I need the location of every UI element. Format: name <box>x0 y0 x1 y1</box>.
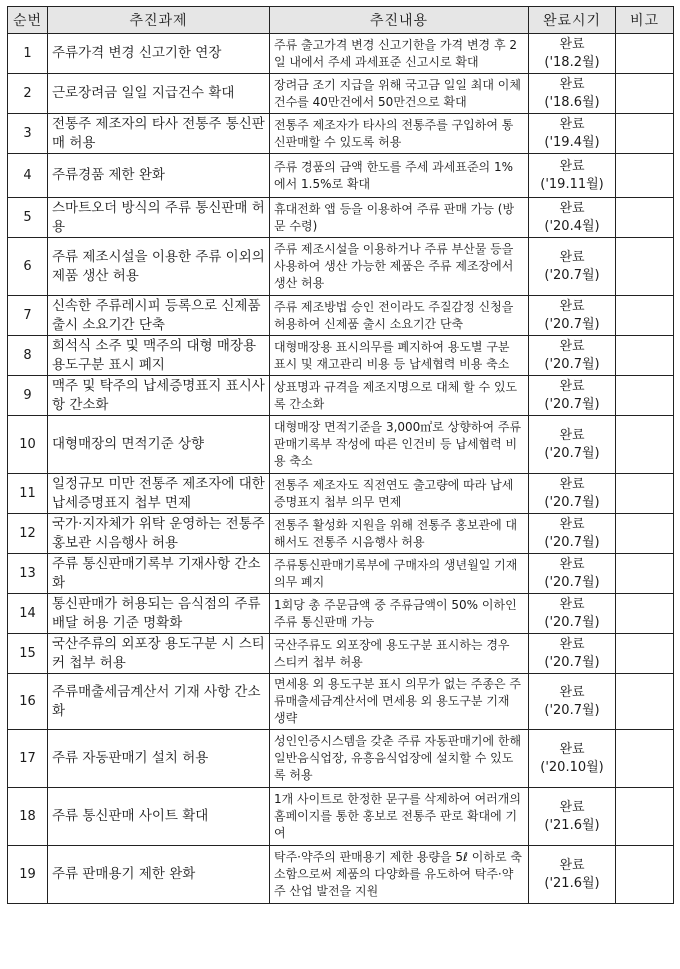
content-cell: 주류 제조방법 승인 전이라도 주질감정 신청을 허용하여 신제품 출시 소요기간 단축 <box>270 296 529 336</box>
content-cell: 주류 출고가격 변경 신고기한을 가격 변경 후 2일 내에서 주세 과세표준 신고시로 확대 <box>270 34 529 74</box>
row-number: 9 <box>8 376 48 416</box>
content-cell: 전통주 제조자도 직전연도 출고량에 따라 납세증명표지 첩부 의무 면제 <box>270 474 529 514</box>
header-note: 비고 <box>616 7 674 34</box>
content-cell: 탁주·약주의 판매용기 제한 용량을 5ℓ 이하로 축소함으로써 제품의 다양화를 유도하여 탁주·약주 산업 발전을 지원 <box>270 846 529 904</box>
table-row <box>8 154 674 198</box>
date-text: ('20.7월) <box>544 267 600 283</box>
note-cell <box>616 514 674 554</box>
row-number: 4 <box>8 154 48 198</box>
task-cell: 신속한 주류레시피 등록으로 신제품 출시 소요기간 단축 <box>48 296 270 336</box>
note-cell <box>616 674 674 730</box>
table-row <box>8 296 674 336</box>
task-cell: 대형매장의 면적기준 상향 <box>48 416 270 474</box>
note-cell <box>616 594 674 634</box>
content-cell: 1회당 총 주문금액 중 주류금액이 50% 이하인 주류 통신판매 가능 <box>270 594 529 634</box>
content-cell: 장려금 조기 지급을 위해 국고금 일일 최대 이체건수를 40만건에서 50만건으로 확대 <box>270 74 529 114</box>
date-text: ('20.7월) <box>544 534 600 550</box>
table-row <box>8 514 674 554</box>
note-cell <box>616 114 674 154</box>
done-cell <box>529 554 616 594</box>
done-cell <box>529 846 616 904</box>
row-number: 2 <box>8 74 48 114</box>
status-text: 완료 <box>559 158 585 174</box>
done-cell <box>529 474 616 514</box>
date-text: ('20.7월) <box>544 396 600 412</box>
status-text: 완료 <box>559 76 585 92</box>
note-cell <box>616 730 674 788</box>
done-cell <box>529 514 616 554</box>
content-cell: 국산주류도 외포장에 용도구분 표시하는 경우 스티커 첩부 허용 <box>270 634 529 674</box>
table-row <box>8 114 674 154</box>
row-number: 10 <box>8 416 48 474</box>
done-cell <box>529 34 616 74</box>
note-cell <box>616 238 674 296</box>
note-cell <box>616 474 674 514</box>
done-cell <box>529 74 616 114</box>
content-cell: 상표명과 규격을 제조지명으로 대체 할 수 있도록 간소화 <box>270 376 529 416</box>
row-number: 19 <box>8 846 48 904</box>
task-cell: 근로장려금 일일 지급건수 확대 <box>48 74 270 114</box>
date-text: ('21.6월) <box>544 817 600 833</box>
status-text: 완료 <box>559 857 585 873</box>
content-cell: 대형매장용 표시의무를 폐지하여 용도별 구분 표시 및 재고관리 비용 등 납세협력 비용 축소 <box>270 336 529 376</box>
status-text: 완료 <box>559 684 585 700</box>
task-cell: 스마트오더 방식의 주류 통신판매 허용 <box>48 198 270 238</box>
done-cell <box>529 198 616 238</box>
task-cell: 주류 판매용기 제한 완화 <box>48 846 270 904</box>
content-cell: 휴대전화 앱 등을 이용하여 주류 판매 가능 (방문 수령) <box>270 198 529 238</box>
note-cell <box>616 74 674 114</box>
task-cell: 전통주 제조자의 타사 전통주 통신판매 허용 <box>48 114 270 154</box>
table-row <box>8 674 674 730</box>
row-number: 3 <box>8 114 48 154</box>
task-cell: 주류 통신판매기록부 기재사항 간소화 <box>48 554 270 594</box>
status-text: 완료 <box>559 378 585 394</box>
table-row <box>8 846 674 904</box>
table-row <box>8 474 674 514</box>
task-cell: 국가·지자체가 위탁 운영하는 전통주 홍보관 시음행사 허용 <box>48 514 270 554</box>
table-row <box>8 74 674 114</box>
note-cell <box>616 634 674 674</box>
table-row <box>8 554 674 594</box>
row-number: 11 <box>8 474 48 514</box>
table-row <box>8 238 674 296</box>
header-content: 추진내용 <box>270 7 529 34</box>
note-cell <box>616 788 674 846</box>
task-cell: 희석식 소주 및 맥주의 대형 매장용 용도구분 표시 폐지 <box>48 336 270 376</box>
task-cell: 주류 통신판매 사이트 확대 <box>48 788 270 846</box>
date-text: ('20.7월) <box>544 316 600 332</box>
done-cell <box>529 114 616 154</box>
table-row <box>8 730 674 788</box>
note-cell <box>616 336 674 376</box>
task-cell: 주류 제조시설을 이용한 주류 이외의 제품 생산 허용 <box>48 238 270 296</box>
row-number: 8 <box>8 336 48 376</box>
date-text: ('20.4월) <box>544 218 600 234</box>
row-number: 5 <box>8 198 48 238</box>
date-text: ('20.10월) <box>540 759 604 775</box>
date-text: ('20.7월) <box>544 356 600 372</box>
date-text: ('18.2월) <box>544 54 600 70</box>
date-text: ('21.6월) <box>544 875 600 891</box>
task-cell: 주류가격 변경 신고기한 연장 <box>48 34 270 74</box>
row-number: 12 <box>8 514 48 554</box>
done-cell <box>529 416 616 474</box>
content-cell: 면세용 외 용도구분 표시 의무가 없는 주종은 주류매출세금계산서에 면세용 외 용도구분 기재 생략 <box>270 674 529 730</box>
header-no: 순번 <box>8 7 48 34</box>
date-text: ('20.7월) <box>544 654 600 670</box>
note-cell <box>616 846 674 904</box>
content-cell: 주류 경품의 금액 한도를 주세 과세표준의 1%에서 1.5%로 확대 <box>270 154 529 198</box>
date-text: ('20.7월) <box>544 702 600 718</box>
date-text: ('20.7월) <box>544 614 600 630</box>
done-cell <box>529 788 616 846</box>
content-cell: 전통주 제조자가 타사의 전통주를 구입하여 통신판매할 수 있도록 허용 <box>270 114 529 154</box>
task-cell: 국산주류의 외포장 용도구분 시 스티커 첩부 허용 <box>48 634 270 674</box>
task-cell: 통신판매가 허용되는 음식점의 주류배달 허용 기준 명확화 <box>48 594 270 634</box>
done-cell <box>529 336 616 376</box>
row-number: 18 <box>8 788 48 846</box>
status-text: 완료 <box>559 298 585 314</box>
status-text: 완료 <box>559 338 585 354</box>
row-number: 14 <box>8 594 48 634</box>
header-task: 추진과제 <box>48 7 270 34</box>
task-cell: 주류 자동판매기 설치 허용 <box>48 730 270 788</box>
status-text: 완료 <box>559 36 585 52</box>
date-text: ('19.4월) <box>544 134 600 150</box>
done-cell <box>529 376 616 416</box>
note-cell <box>616 34 674 74</box>
date-text: ('19.11월) <box>540 176 604 192</box>
done-cell <box>529 674 616 730</box>
table-row <box>8 198 674 238</box>
task-cell: 일정규모 미만 전통주 제조자에 대한 납세증명표지 첩부 면제 <box>48 474 270 514</box>
reform-table <box>7 6 674 904</box>
row-number: 13 <box>8 554 48 594</box>
date-text: ('20.7월) <box>544 494 600 510</box>
done-cell <box>529 296 616 336</box>
row-number: 15 <box>8 634 48 674</box>
status-text: 완료 <box>559 741 585 757</box>
done-cell <box>529 634 616 674</box>
status-text: 완료 <box>559 427 585 443</box>
status-text: 완료 <box>559 200 585 216</box>
content-cell: 1개 사이트로 한정한 문구를 삭제하여 여러개의 홈페이지를 통한 홍보로 전통주 판로 확대에 기여 <box>270 788 529 846</box>
status-text: 완료 <box>559 116 585 132</box>
note-cell <box>616 554 674 594</box>
note-cell <box>616 198 674 238</box>
date-text: ('20.7월) <box>544 574 600 590</box>
note-cell <box>616 154 674 198</box>
done-cell <box>529 238 616 296</box>
date-text: ('20.7월) <box>544 445 600 461</box>
task-cell: 주류매출세금계산서 기재 사항 간소화 <box>48 674 270 730</box>
done-cell <box>529 594 616 634</box>
content-cell: 성인인증시스템을 갖춘 주류 자동판매기에 한해 일반음식업장, 유흥음식업장에 설치할 수 있도록 허용 <box>270 730 529 788</box>
content-cell: 전통주 활성화 지원을 위해 전통주 홍보관에 대해서도 전통주 시음행사 허용 <box>270 514 529 554</box>
table-row <box>8 788 674 846</box>
content-cell: 주류 제조시설을 이용하거나 주류 부산물 등을 사용하여 생산 가능한 제품은 주류 제조장에서 생산 허용 <box>270 238 529 296</box>
table-row <box>8 634 674 674</box>
header-row <box>8 7 674 34</box>
done-cell <box>529 730 616 788</box>
status-text: 완료 <box>559 556 585 572</box>
status-text: 완료 <box>559 476 585 492</box>
status-text: 완료 <box>559 516 585 532</box>
row-number: 6 <box>8 238 48 296</box>
content-cell: 주류통신판매기록부에 구매자의 생년월일 기재의무 폐지 <box>270 554 529 594</box>
task-cell: 맥주 및 탁주의 납세증명표지 표시사항 간소화 <box>48 376 270 416</box>
table-row <box>8 416 674 474</box>
row-number: 17 <box>8 730 48 788</box>
content-cell: 대형매장 면적기준을 3,000㎡로 상향하여 주류판매기록부 작성에 따른 인건비 등 납세협력 비용 축소 <box>270 416 529 474</box>
note-cell <box>616 416 674 474</box>
header-done: 완료시기 <box>529 7 616 34</box>
table-row <box>8 376 674 416</box>
table-row <box>8 594 674 634</box>
status-text: 완료 <box>559 596 585 612</box>
row-number: 16 <box>8 674 48 730</box>
date-text: ('18.6월) <box>544 94 600 110</box>
done-cell <box>529 154 616 198</box>
row-number: 7 <box>8 296 48 336</box>
table-row <box>8 34 674 74</box>
row-number: 1 <box>8 34 48 74</box>
note-cell <box>616 376 674 416</box>
task-cell: 주류경품 제한 완화 <box>48 154 270 198</box>
status-text: 완료 <box>559 249 585 265</box>
status-text: 완료 <box>559 636 585 652</box>
status-text: 완료 <box>559 799 585 815</box>
table-row <box>8 336 674 376</box>
note-cell <box>616 296 674 336</box>
